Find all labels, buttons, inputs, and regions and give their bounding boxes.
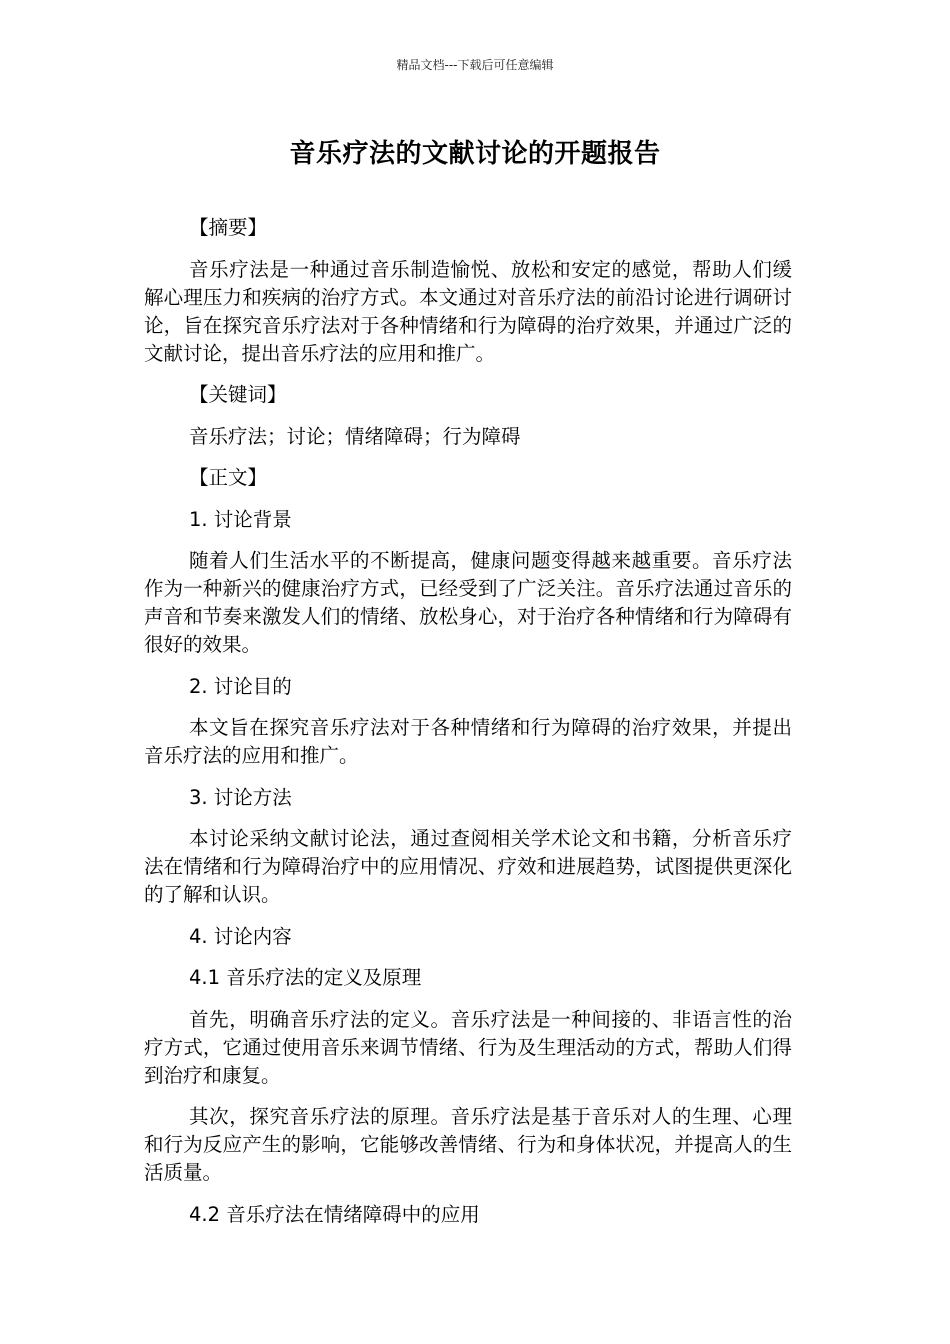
document-title: 音乐疗法的文献讨论的开题报告 <box>289 139 661 169</box>
subheading-definition: 4.1 音乐疗法的定义及原理 <box>189 966 422 989</box>
heading-background: 1. 讨论背景 <box>189 507 292 531</box>
principle-paragraph: 其次，探究音乐疗法的原理。音乐疗法是基于音乐对人的生理、心理和行为反应产生的影响，它能够改善情绪、行为和身体状况，并提高人的生活质量。 <box>144 1105 792 1184</box>
background-paragraph: 随着人们生活水平的不断提高，健康问题变得越来越重要。音乐疗法作为一种新兴的健康治疗方式，已经受到了广泛关注。音乐疗法通过音乐的声音和节奏来激发人们的情绪、放松身心，对于治疗各种情绪和行为障碍有很好的效果。 <box>144 549 792 656</box>
method-paragraph: 本讨论采纳文献讨论法，通过查阅相关学术论文和书籍，分析音乐疗法在情绪和行为障碍治疗中的应用情况、疗效和进展趋势，试图提供更深化的了解和认识。 <box>144 827 792 906</box>
heading-method: 3. 讨论方法 <box>189 785 292 809</box>
heading-purpose: 2. 讨论目的 <box>189 674 292 698</box>
abstract-paragraph: 音乐疗法是一种通过音乐制造愉悦、放松和安定的感觉，帮助人们缓解心理压力和疾病的治疗方式。本文通过对音乐疗法的前沿讨论进行调研讨论，旨在探究音乐疗法对于各种情绪和行为障碍的治疗效果，并通过广泛的文献讨论，提出音乐疗法的应用和推广。 <box>144 257 792 365</box>
section-label-abstract: 【摘要】 <box>189 216 268 239</box>
keywords-text: 音乐疗法；讨论；情绪障碍；行为障碍 <box>189 424 521 448</box>
header-note: 精品文档---下载后可任意编辑 <box>396 58 554 72</box>
purpose-paragraph: 本文旨在探究音乐疗法对于各种情绪和行为障碍的治疗效果，并提出音乐疗法的应用和推广。 <box>144 716 792 767</box>
definition-paragraph: 首先，明确音乐疗法的定义。音乐疗法是一种间接的、非语言性的治疗方式，它通过使用音乐来调节情绪、行为及生理活动的方式，帮助人们得到治疗和康复。 <box>144 1007 792 1087</box>
section-label-keywords: 【关键词】 <box>189 383 287 406</box>
subheading-emotional-disorders: 4.2 音乐疗法在情绪障碍中的应用 <box>189 1202 480 1226</box>
section-label-body: 【正文】 <box>189 466 268 489</box>
document-body <box>144 214 792 1242</box>
heading-content: 4. 讨论内容 <box>189 924 292 948</box>
